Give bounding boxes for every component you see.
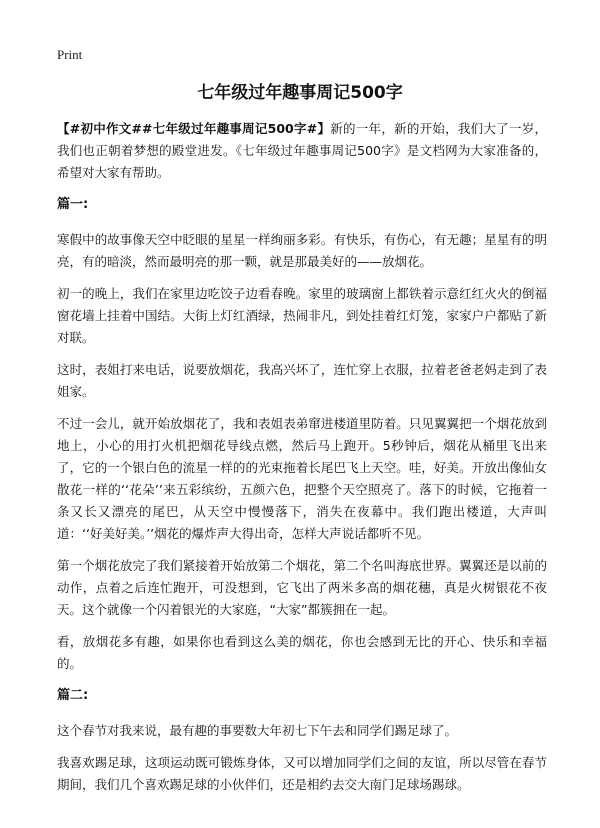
section1-paragraph-4: 不过一会儿，就开始放烟花了，我和表姐表弟窜进楼道里防着。只见翼翼把一个烟花放到地上，小心的用打火机把烟花导线点燃，然后马上跑开。5秒钟后，烟花从桶里飞出来了，它的一个银白色的流星一样的的光束拖着长尾巴飞上天空。哇，好美。开放出像仙女散花一样的‘‘花朵’’来五彩缤纷，五颜六色，把整个天空照亮了。落下的时候，它拖着一条又长又漂亮的尾巴，从天空中慢慢落下，消失在夜幕中。我们跑出楼道，大声叫道：‘‘好美好美。’’烟花的爆炸声大得出奇，怎样大声说话都听不见。 [57,416,547,541]
section-heading-1: 篇一: [57,197,89,212]
intro-tag: 【#初中作文##七年级过年趣事周记500字#】 [57,121,331,136]
section-heading-2: 篇二: [57,688,89,703]
section1-paragraph-1: 寒假中的故事像天空中眨眼的星星一样绚丽多彩。有快乐，有伤心，有无趣；星星有的明亮，有的暗淡，然而最明亮的那一颗，就是那最美好的——放烟花。 [57,232,547,269]
section2-paragraph-1: 这个春节对我来说，最有趣的事要数大年初七下午去和同学们踢足球了。 [57,723,458,738]
print-link[interactable]: Print [57,47,83,62]
section1-paragraph-6: 看，放烟花多有趣，如果你也看到这么美的烟花，你也会感到无比的开心、快乐和幸福的。 [57,634,547,671]
intro-text: 新的一年，新的开始，我们大了一岁，我们也正朝着梦想的殿堂进发。《七年级过年趣事周记500字》是文档网为大家准备的，希望对大家有帮助。 [57,121,547,180]
section1-paragraph-2: 初一的晚上，我们在家里边吃饺子边看春晚。家里的玻璃窗上都铁着示意红红火火的倒福窗花墙上挂着中国结。大街上灯红酒绿，热闹非凡，到处挂着红灯笼，家家户户都贴了新对联。 [57,286,547,345]
section1-paragraph-5: 第一个烟花放完了我们紧接着开始放第二个烟花，第二个名叫海底世界。翼翼还是以前的动作，点着之后连忙跑开，可没想到，它飞出了两米多高的烟花穗，真是火树银花不夜天。这个就像一个闪着银光的大家庭，“大家”都簇拥在一起。 [57,558,547,617]
section2-paragraph-2: 我喜欢踢足球，这项运动既可锻炼身体，又可以增加同学们之间的友谊，所以尽管在春节期间，我们几个喜欢踢足球的小伙伴们，还是相约去交大南门足球场踢球。 [57,755,547,792]
page-title: 七年级过年趣事周记500字 [197,83,403,103]
intro-paragraph [57,118,547,184]
section1-paragraph-3: 这时，表姐打来电话，说要放烟花，我高兴坏了，连忙穿上衣服，拉着老爸老妈走到了表姐家。 [57,362,547,399]
article-body [57,118,547,806]
